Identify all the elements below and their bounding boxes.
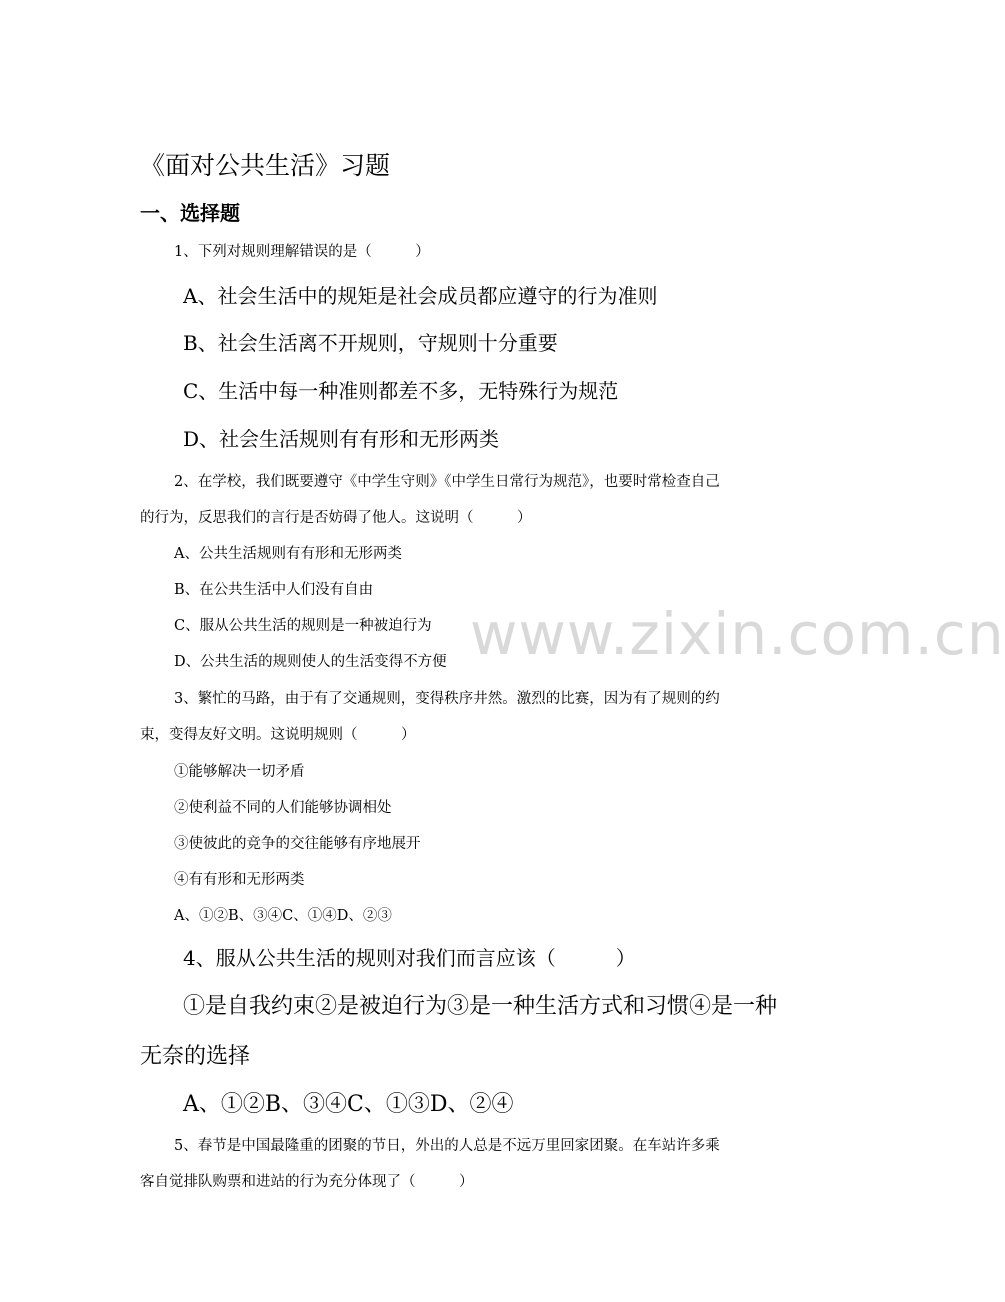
question-3-statement-4: ④有有形和无形两类 bbox=[174, 872, 305, 888]
question-3-statement-2: ②使利益不同的人们能够协调相处 bbox=[174, 800, 392, 816]
question-2-stem-line-1: 2、在学校，我们既要遵守《中学生守则》《中学生日常行为规范》，也要时常检查自己 bbox=[174, 474, 720, 490]
question-5-stem-line-1: 5、春节是中国最隆重的团聚的节日，外出的人总是不远万里回家团聚。在车站许多乘 bbox=[174, 1138, 720, 1154]
watermark: www.zixin.com.cn bbox=[470, 600, 1005, 668]
question-3-stem-line-1: 3、繁忙的马路，由于有了交通规则，变得秩序井然。激烈的比赛，因为有了规则的约 bbox=[174, 691, 720, 707]
question-4-stem: 4、服从公共生活的规则对我们而言应该（ ） bbox=[183, 946, 636, 970]
question-5-stem-line-2: 客自觉排队购票和进站的行为充分体现了（ ） bbox=[140, 1174, 474, 1190]
question-2-option-c: C、服从公共生活的规则是一种被迫行为 bbox=[174, 618, 432, 634]
question-4-statements-line-2: 无奈的选择 bbox=[140, 1044, 251, 1069]
section-heading: 一、选择题 bbox=[140, 201, 240, 225]
question-3-stem-line-2: 束，变得友好文明。这说明规则（ ） bbox=[140, 727, 416, 743]
question-2-option-d: D、公共生活的规则使人的生活变得不方便 bbox=[174, 654, 447, 670]
question-1-option-a: A、社会生活中的规矩是社会成员都应遵守的行为准则 bbox=[183, 284, 658, 308]
question-3-statement-3: ③使彼此的竞争的交往能够有序地展开 bbox=[174, 836, 421, 852]
question-2-stem-line-2: 的行为，反思我们的言行是否妨碍了他人。这说明（ ） bbox=[140, 510, 532, 526]
question-3-statement-1: ①能够解决一切矛盾 bbox=[174, 764, 305, 780]
question-1-option-d: D、社会生活规则有有形和无形两类 bbox=[183, 427, 500, 451]
question-2-option-b: B、在公共生活中人们没有自由 bbox=[174, 582, 374, 598]
question-1-option-c: C、生活中每一种准则都差不多，无特殊行为规范 bbox=[183, 379, 619, 403]
question-2-option-a: A、公共生活规则有有形和无形两类 bbox=[174, 546, 402, 562]
question-4-answers: A、①②B、③④C、①③D、②④ bbox=[183, 1092, 514, 1117]
question-3-answers: A、①②B、③④C、①④D、②③ bbox=[174, 908, 392, 924]
page-title: 《面对公共生活》习题 bbox=[140, 151, 391, 180]
question-4-statements-line-1: ①是自我约束②是被迫行为③是一种生活方式和习惯④是一种 bbox=[183, 994, 778, 1019]
question-1-option-b: B、社会生活离不开规则，守规则十分重要 bbox=[183, 331, 558, 355]
question-1-stem: 1、下列对规则理解错误的是（ ） bbox=[174, 244, 430, 260]
